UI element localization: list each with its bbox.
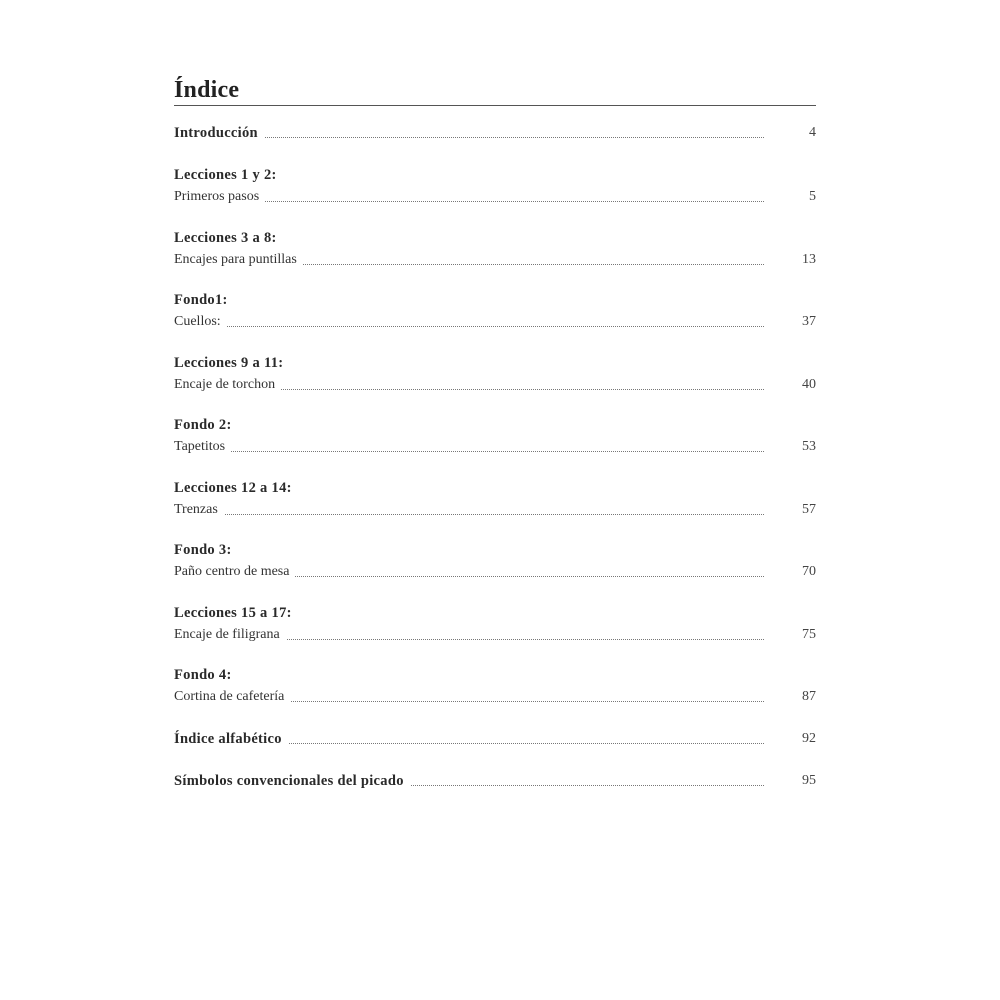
toc-entry-label: Cortina de cafetería: [174, 688, 290, 706]
toc-page-number: 4: [809, 125, 816, 140]
toc-section-heading: Lecciones 15 a 17:: [174, 605, 292, 621]
toc-entry-label: Índice alfabético: [174, 730, 288, 748]
toc-entry-label: Tapetitos: [174, 438, 231, 456]
toc-page-number: 75: [802, 627, 816, 642]
toc-section-heading: Fondo1:: [174, 292, 228, 308]
dot-leader: [174, 326, 764, 327]
page-title: Índice: [174, 77, 240, 103]
dot-leader: [174, 514, 764, 515]
toc-page-number: 40: [802, 377, 816, 392]
toc-page-number: 5: [809, 189, 816, 204]
toc-page-number: 57: [802, 502, 816, 517]
toc-section-heading: Lecciones 3 a 8:: [174, 230, 277, 246]
toc-section-heading: Lecciones 9 a 11:: [174, 355, 284, 371]
toc-section-heading: Fondo 4:: [174, 667, 232, 683]
toc-entry-label: Encaje de torchon: [174, 376, 281, 394]
toc-entry-label: Primeros pasos: [174, 188, 265, 206]
toc-page-number: 70: [802, 564, 816, 579]
toc-page-number: 87: [802, 689, 816, 704]
title-rule: [174, 105, 816, 106]
toc-entry-label: Encaje de filigrana: [174, 626, 286, 644]
toc-section-heading: Lecciones 1 y 2:: [174, 167, 277, 183]
dot-leader: [174, 451, 764, 452]
toc-section-heading: Fondo 3:: [174, 542, 232, 558]
toc-page-number: 53: [802, 439, 816, 454]
toc-entry-label: Símbolos convencionales del picado: [174, 772, 410, 790]
toc-section-heading: Fondo 2:: [174, 417, 232, 433]
toc-entry-label: Introducción: [174, 124, 264, 142]
toc-entry-label: Cuellos:: [174, 313, 227, 331]
toc-entry-label: Trenzas: [174, 501, 224, 519]
toc-page-number: 92: [802, 731, 816, 746]
toc-entry-label: Paño centro de mesa: [174, 563, 295, 581]
toc-section-heading: Lecciones 12 a 14:: [174, 480, 292, 496]
toc-page-number: 95: [802, 773, 816, 788]
toc-page-number: 13: [802, 252, 816, 267]
toc-entry-label: Encajes para puntillas: [174, 251, 303, 269]
toc-page-number: 37: [802, 314, 816, 329]
